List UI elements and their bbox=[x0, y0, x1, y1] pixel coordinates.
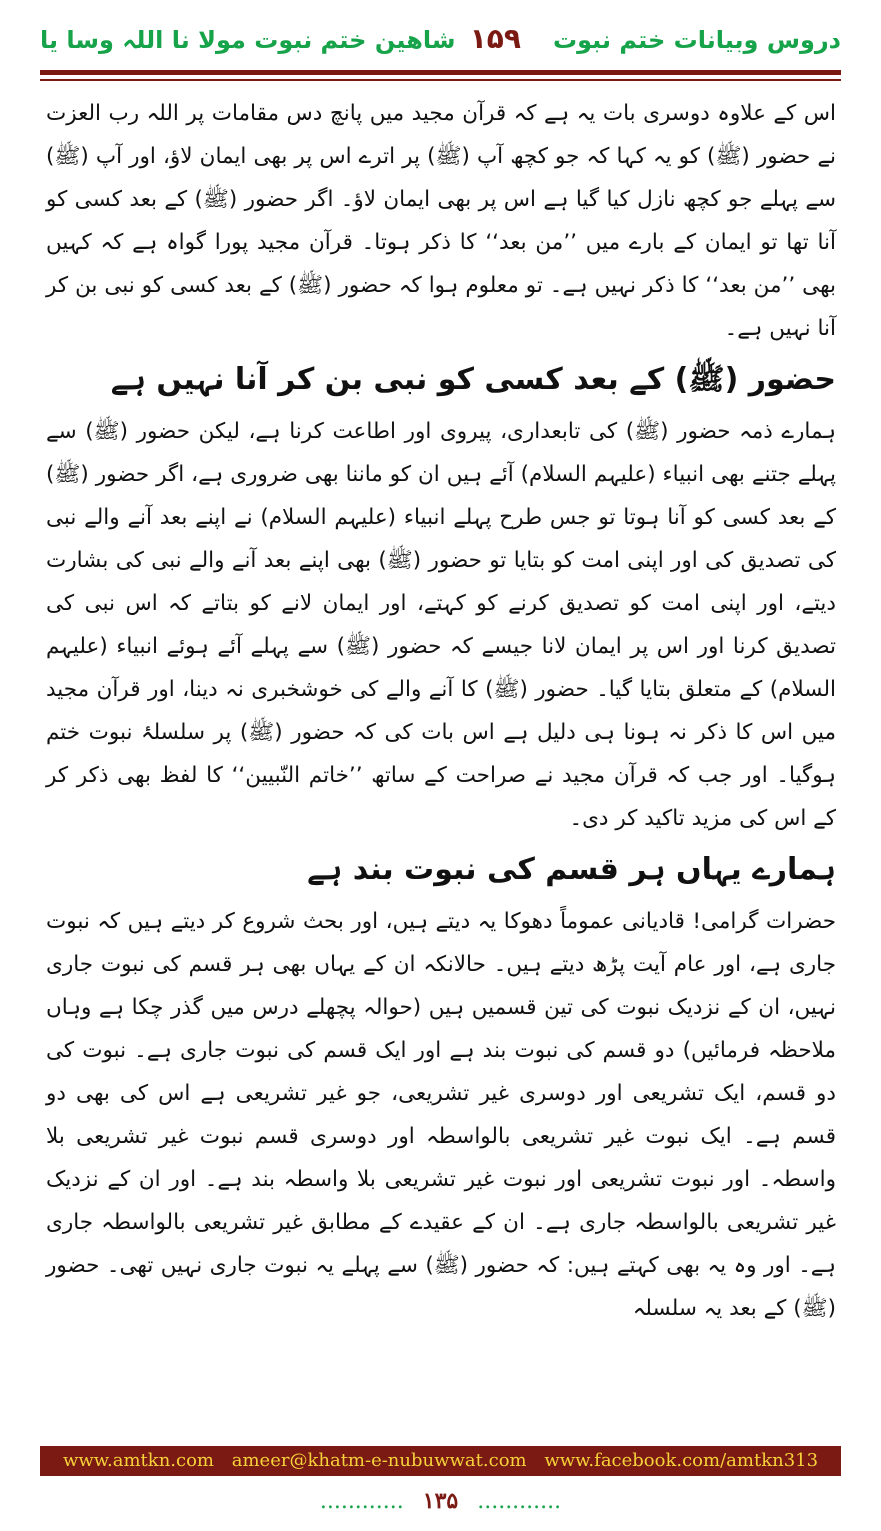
series-title: شاھین ختم نبوت مولا نا اللہ وسا یا bbox=[40, 26, 456, 54]
footer-contact-bar bbox=[40, 1446, 841, 1476]
page-body bbox=[46, 92, 836, 1330]
page-number: ۱۳۵ bbox=[422, 1488, 459, 1514]
paragraph-2: ہمارے ذمہ حضور (ﷺ) کی تابعداری، پیروی اور اطاعت کرنا ہے، لیکن حضور (ﷺ) سے پہلے جتنے بھی انبیاء (علیہم السلام) آئے ہیں ان کو ماننا بھی ضروری ہے، اگر حضور (ﷺ) کے بعد کسی کو آنا ہوتا تو جس طرح پہلے انبیاء (علیہم السلام) نے اپنے بعد آنے والے نبی کی تصدیق کی اور اپنی امت کو بتایا تو حضور (ﷺ) بھی اپنے بعد آنے والے نبی کی بشارت دیتے، اور اپنی امت کو تصدیق کرنے کو کہتے، اور ایمان لانے کو بتاتے کہ اس نبی کی تصدیق کرنا اور اس پر ایمان لانا جیسے کہ حضور (ﷺ) سے پہلے آئے ہوئے انبیاء (علیہم السلام) کے متعلق بتایا گیا۔ حضور (ﷺ) کا آنے والے کی خوشخبری نہ دینا، اور قرآن مجید میں اس کا ذکر نہ ہونا ہی دلیل ہے اس بات کی کہ حضور (ﷺ) پر سلسلۂ نبوت ختم ہوگیا۔ اور جب کہ قرآن مجید نے صراحت کے ساتھ ’’خاتم النّبیین‘‘ کا لفظ بھی ذکر کر کے اس کی مزید تاکید کر دی۔ bbox=[46, 419, 836, 831]
paragraph-3: حضرات گرامی! قادیانی عموماً دھوکا یہ دیتے ہیں، اور بحث شروع کر دیتے ہیں کہ نبوت جاری ہے، اور عام آیت پڑھ دیتے ہیں۔ حالانکہ ان کے یہاں بھی ہر قسم کی نبوت جاری نہیں، ان کے نزدیک نبوت کی تین قسمیں ہیں (حوالہ پچھلے درس میں گذر چکا ہے وہاں ملاحظہ فرمائیں) دو قسم کی نبوت بند ہے اور ایک قسم کی نبوت جاری ہے۔ نبوت کی دو قسم، ایک تشریعی اور دوسری غیر تشریعی، جو غیر تشریعی ہے اس کی بھی دو قسم ہے۔ ایک نبوت غیر تشریعی بالواسطہ اور دوسری قسم نبوت غیر تشریعی بلا واسطہ۔ اور نبوت تشریعی اور نبوت غیر تشریعی بلا واسطہ بند ہے۔ اور ان کے نزدیک غیر تشریعی بالواسطہ جاری ہے۔ ان کے عقیدے کے مطابق غیر تشریعی بالواسطہ جاری ہے۔ اور وہ یہ بھی کہتے ہیں: کہ حضور (ﷺ) سے پہلے یہ نبوت جاری نہیں تھی۔ حضور (ﷺ) کے بعد یہ سلسلہ bbox=[46, 909, 836, 1321]
header-rule-thin bbox=[40, 79, 841, 81]
page-header bbox=[40, 22, 841, 62]
paragraph-1: اس کے علاوہ دوسری بات یہ ہے کہ قرآن مجید میں پانچ دس مقامات پر اللہ رب العزت نے حضور (ﷺ) کو یہ کہا کہ جو کچھ آپ (ﷺ) پر اترے اس پر بھی ایمان لاؤ، اور آپ (ﷺ) سے پہلے جو کچھ نازل کیا گیا ہے اس پر بھی ایمان لاؤ۔ اگر حضور (ﷺ) کے بعد کسی کو آنا تھا تو ایمان کے بارے میں ’’من بعد‘‘ کا ذکر ہوتا۔ قرآن مجید پورا گواہ ہے کہ کہیں بھی ’’من بعد‘‘ کا ذکر نہیں ہے۔ تو معلوم ہوا کہ حضور (ﷺ) کے بعد کسی کو نبی بن کر آنا نہیں ہے۔ bbox=[46, 101, 836, 341]
email-link[interactable]: ameer@khatm-e-nubuwwat.com bbox=[231, 1450, 527, 1471]
section-heading-1: حضور (ﷺ) کے بعد کسی کو نبی بن کر آنا نہیں ہے bbox=[110, 362, 836, 397]
section-heading-2: ہمارے یہاں ہر قسم کی نبوت بند ہے bbox=[307, 852, 836, 887]
website-link[interactable]: www.amtkn.com bbox=[62, 1450, 215, 1471]
header-rule-thick bbox=[40, 70, 841, 75]
header-page-number: ۱۵۹ bbox=[469, 22, 521, 55]
book-title: دروس وبیانات ختم نبوت bbox=[553, 26, 841, 54]
page-footer bbox=[0, 1488, 881, 1514]
facebook-link[interactable]: www.facebook.com/amtkn313 bbox=[544, 1450, 819, 1471]
dots-right: ............ bbox=[477, 1489, 562, 1514]
dots-left: ............ bbox=[319, 1489, 404, 1514]
